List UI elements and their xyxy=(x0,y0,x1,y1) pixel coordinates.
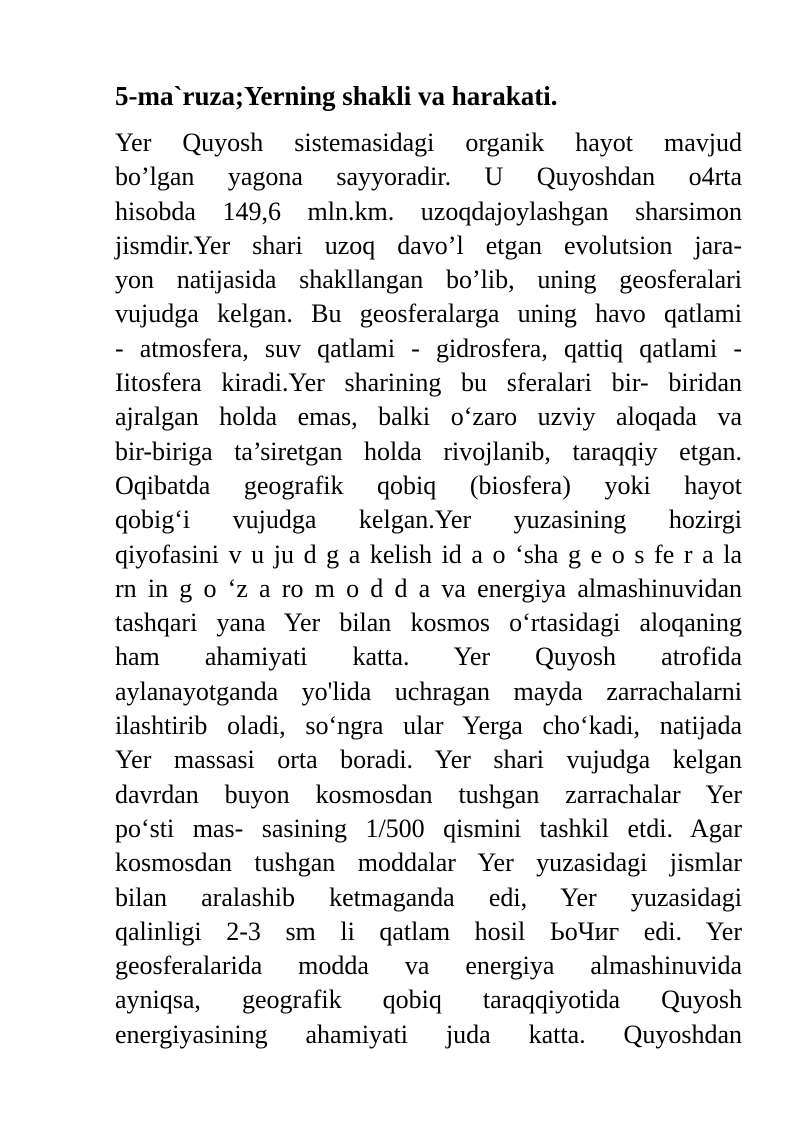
body-line: Iitosfera kiradi.Yer sharining bu sferalari bir- biridan xyxy=(115,368,742,398)
body-line: aylanayotganda yo'lida uchragan mayda zarrachalarni xyxy=(115,676,742,706)
body-line: qalinligi 2-3 sm li qatlam hosil ЬоЧиг edi. Yer xyxy=(115,916,742,946)
body-line: - atmosfera, suv qatlami - gidrosfera, qattiq qatlami - xyxy=(115,333,742,363)
body-line: geosferalarida modda va energiya almashinuvida xyxy=(115,951,742,981)
body-line: bir-biriga ta’siretgan holda rivojlanib, taraqqiy etgan. xyxy=(115,436,742,466)
body-line: Yer massasi orta boradi. Yer shari vujudga kelgan xyxy=(115,745,742,775)
body-line: davrdan buyon kosmosdan tushgan zarrachalar Yer xyxy=(115,779,742,809)
body-line: bo’lgan yagona sayyoradir. U Quyoshdan o4rta xyxy=(115,162,742,192)
body-line: po‘sti mas- sasining 1/500 qismini tashkil etdi. Agar xyxy=(115,813,742,843)
body-line: jismdir.Yer shari uzoq davo’l etgan evolutsion jara- xyxy=(115,230,742,260)
body-line: Yer Quyosh sistemasidagi organik hayot mavjud xyxy=(115,128,742,157)
body-line: bilan aralashib ketmaganda edi, Yer yuzasidagi xyxy=(115,882,742,912)
body-line: qiyofasini v u ju d g a kelish id a o ‘sha g e o s fe r a la xyxy=(115,539,742,569)
body-line: vujudga kelgan. Bu geosferalarga uning havo qatlami xyxy=(115,299,742,329)
body-line: kosmosdan tushgan moddalar Yer yuzasidagi jismlar xyxy=(115,848,742,878)
body-line: energiyasining ahamiyati juda katta. Quyoshdan xyxy=(115,1019,742,1049)
body-line: ajralgan holda emas, balki o‘zaro uzviy aloqada va xyxy=(115,402,742,432)
body-line: Oqibatda geografik qobiq (biosfera) yoki hayot xyxy=(115,470,742,500)
body-line: rn in g o ‘z a ro m o d d a va energiya almashinuvidan xyxy=(115,573,742,603)
lecture-title: 5-ma`ruza;Yerning shakli va harakati. xyxy=(115,81,558,111)
body-line: ayniqsa, geografik qobiq taraqqiyotida Quyosh xyxy=(115,985,742,1015)
lecture-body xyxy=(115,126,742,1052)
body-line: ilashtirib oladi, so‘ngra ular Yerga cho‘kadi, natijada xyxy=(115,711,742,741)
body-line: hisobda 149,6 mln.km. uzoqdajoylashgan sharsimon xyxy=(115,196,742,226)
body-line: ham ahamiyati katta. Yer Quyosh atrofida xyxy=(115,642,742,672)
body-line: qobig‘i vujudga kelgan.Yer yuzasining hozirgi xyxy=(115,505,742,535)
body-line: yon natijasida shakllangan bo’lib, uning geosferalari xyxy=(115,265,742,295)
body-line: tashqari yana Yer bilan kosmos o‘rtasidagi aloqaning xyxy=(115,608,742,638)
